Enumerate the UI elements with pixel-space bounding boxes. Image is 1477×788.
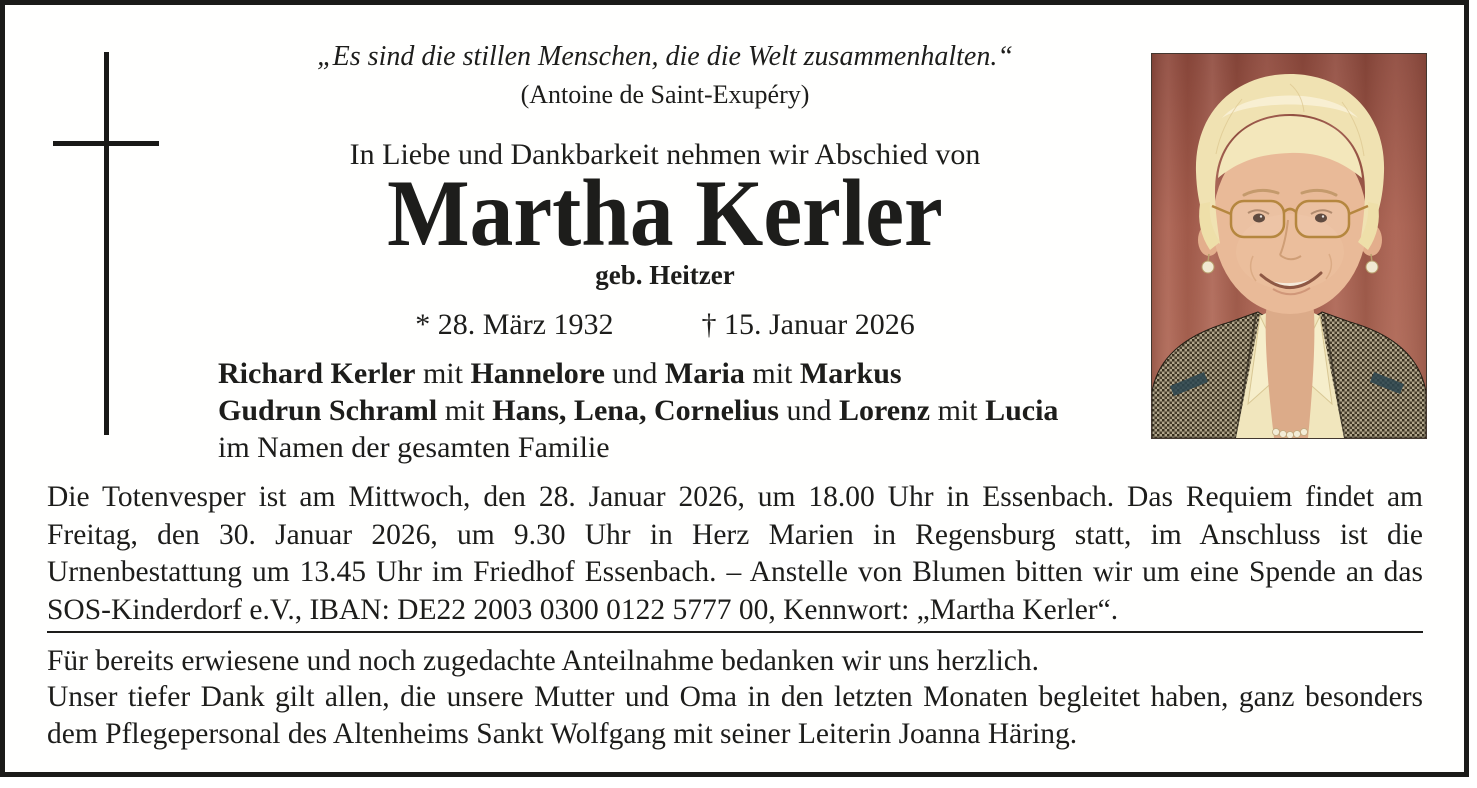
family-name: Hannelore [470, 357, 605, 390]
family-name: Markus [799, 357, 902, 390]
birth-date: * 28. März 1932 [415, 308, 614, 341]
family-block [218, 355, 1058, 466]
memorial-quote: „Es sind die stillen Menschen, die die Welt zusammenhalten.“ [317, 41, 1013, 72]
deceased-name: Martha Kerler [387, 160, 943, 266]
family-line [218, 355, 1058, 392]
separator-rule [47, 631, 1423, 633]
family-line [218, 392, 1058, 429]
family-separator: mit [437, 394, 493, 427]
family-separator: und [778, 394, 839, 427]
family-name: Lucia [985, 394, 1059, 427]
family-separator: und [604, 357, 665, 390]
family-separator: mit [930, 394, 986, 427]
family-separator: mit [744, 357, 800, 390]
cross-vertical-bar [104, 52, 109, 435]
family-name: Gudrun Schraml [218, 394, 438, 427]
family-name: Lorenz [838, 394, 931, 427]
family-name: Maria [664, 357, 745, 390]
life-dates [160, 307, 1170, 343]
family-name: Richard Kerler [218, 357, 416, 390]
family-closing: im Namen der gesamten Familie [218, 431, 610, 464]
thanks-line: Für bereits erwiesene und noch zugedachte Anteilnahme bedanken wir uns herzlich. [47, 645, 1039, 677]
death-date: † 15. Januar 2026 [701, 308, 915, 341]
cross-horizontal-bar [53, 141, 159, 146]
portrait-illustration [1152, 54, 1426, 438]
family-separator: mit [415, 357, 471, 390]
thanks-paragraph: Unser tiefer Dank gilt allen, die unsere Mutter und Oma in den letzten Monaten begleitet haben, ganz besonders dem Pflegepersonal des Altenheims Sankt Wolfgang mit seiner Leiterin Joanna Häring. [47, 681, 1423, 750]
portrait-photo [1151, 53, 1427, 439]
family-name: Hans, Lena, Cornelius [492, 394, 779, 427]
notice-header [160, 40, 1170, 343]
maiden-name: geb. Heitzer [595, 260, 735, 290]
intro-line: In Liebe und Dankbarkeit nehmen wir Abschied von [349, 138, 981, 171]
quote-attribution: (Antoine de Saint-Exupéry) [520, 80, 810, 109]
service-details: Die Totenvesper ist am Mittwoch, den 28. Januar 2026, um 18.00 Uhr in Essenbach. Das Requiem findet am Freitag, den 30. Januar 2026, um 9.30 Uhr in Herz Marien in Regensburg statt, im Anschluss ist die Urnenbestattung um 13.45 Uhr im Friedhof Essenbach. – Anstelle von Blumen bitten wir um eine Spende an das SOS-Kinderdorf e.V., IBAN: DE22 2003 0300 0122 5777 00, Kennwort: „Martha Kerler“. [47, 481, 1423, 626]
